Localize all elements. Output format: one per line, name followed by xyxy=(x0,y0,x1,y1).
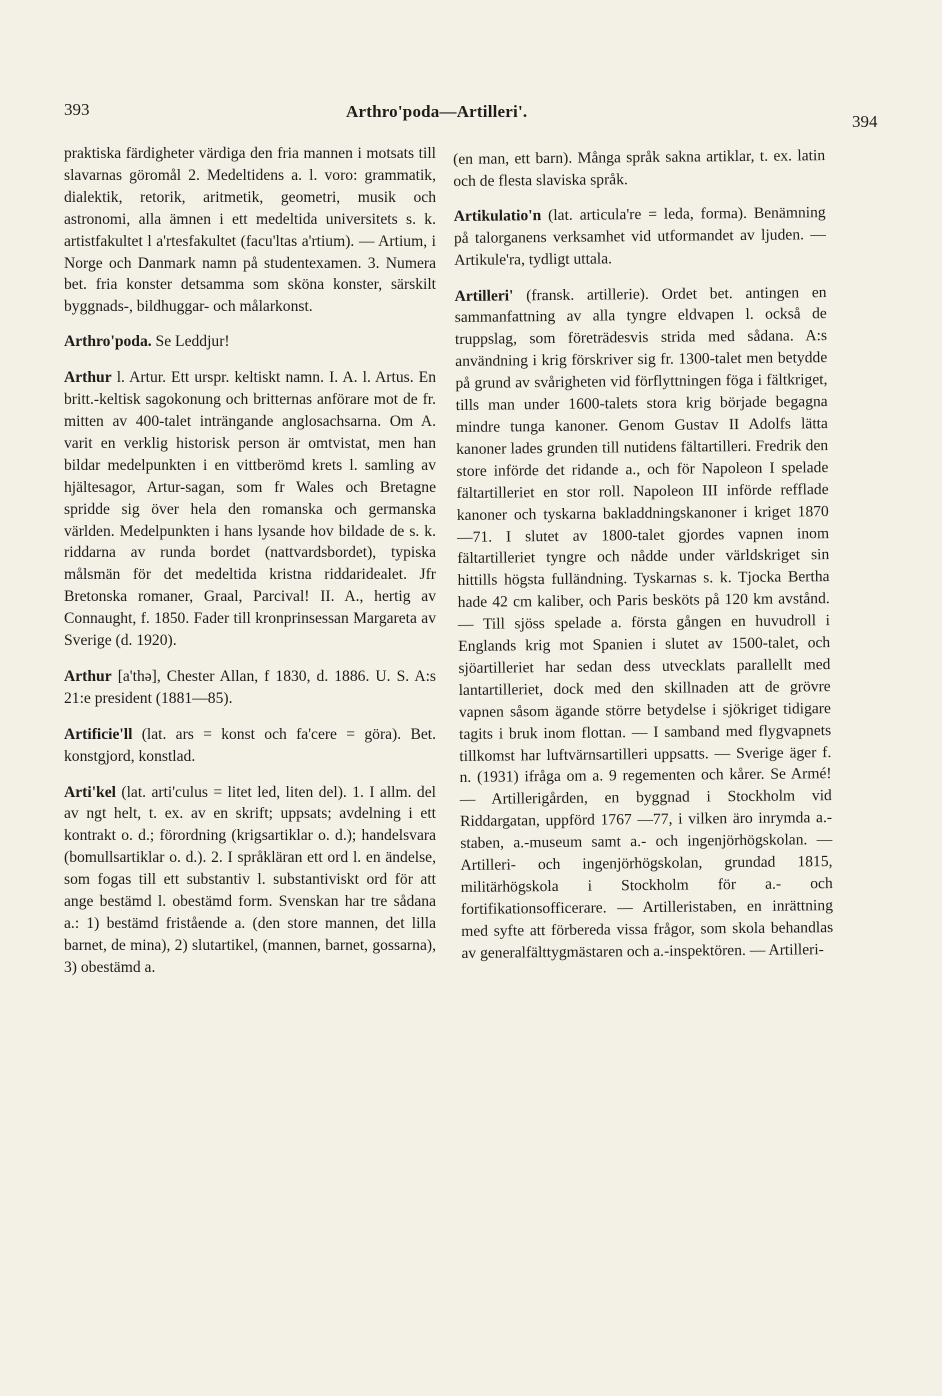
entry-arthur xyxy=(64,367,436,652)
entry-headword: Artikulatio'n xyxy=(453,206,542,225)
entry-body: (lat. arti'culus = litet led, liten del). 1. I allm. del av ngt helt, t. ex. av en skrift; uppsats; avdelning i ett kontrakt o. d.; förordning (krigsartiklar o. d.); handelsvara (bomullsartiklar o. d.). 2. I språkläran ett ord l. en ändelse, som fogas till ett substantiv l. substantiviskt ord för att ange bestämd l. obestämd form. Svenskan har tre sådana a.: 1) bestämd fristående a. (den store mannen, det lilla barnet, de mina), 2) slutartikel, (mannen, barnet, gossarna), 3) obestämd a. xyxy=(64,783,436,976)
entry-headword: Artilleri' xyxy=(454,286,514,305)
page-number-left: 393 xyxy=(64,100,90,119)
entry-body: (lat. ars = konst och fa'cere = göra). Bet. konstgjord, konstlad. xyxy=(64,725,436,765)
entry-artikulation xyxy=(454,202,827,272)
entry-artilleri xyxy=(454,282,833,965)
entry-body: Se Leddjur! xyxy=(151,333,230,351)
entry-headword: Artificie'll xyxy=(64,725,133,743)
entry-artikel xyxy=(64,782,436,979)
entry-continuation: praktiska färdigheter värdiga den fria mannen i motsats till slavarnas göromål 2. Medeltidens a. l. voro: grammatik, dialektik, retorik, aritmetik, geometri, musik och astronomi, alla ämnen i ett medeltida universitets s. k. artistfakultet l a'rtesfakultet (facu'ltas a'rtium). — Artium, i Norge och Danmark namn på studentexamen. 3. Numera bet. fria konster detsamma som sköna konster, särskilt byggnads-, bildhuggar- och målarkonst. xyxy=(64,145,436,316)
page-number-right: 394 xyxy=(852,112,878,131)
entry-arthur-president xyxy=(64,666,436,710)
entry-artificiell xyxy=(64,724,436,768)
entry-headword: Arthro'poda. xyxy=(64,333,152,351)
entry-body: l. Artur. Ett urspr. keltiskt namn. I. A. l. Artus. En britt.-keltisk sagokonung och britternas anförare mot de fr. mitten av 400-talet inträngande anglosachsarna. Om A. varit en verklig historisk person är omtvistat, men han bildar medelpunkten i en vittberömd krets l. samling av hjältesagor, Artur-sagan, som fr Wales och Bretagne spridde sig över hela den romanska och germanska världen. Medelpunkten i hans lysande hov bildade de s. k. riddarna av runda bordet (nattvardsbordet), typiska målsmän för det medeltida kristna riddaridealet. Jfr Bretonska romaner, Graal, Parcival! II. A., hertig av Connaught, f. 1850. Fader till kronprinsessan Margareta av Sverige (d. 1920). xyxy=(64,369,436,650)
entry-headword: Arti'kel xyxy=(64,783,116,801)
right-column xyxy=(453,145,834,978)
entry-headword: Arthur xyxy=(64,667,112,685)
left-column xyxy=(64,143,436,993)
entry-continuation: (en man, ett barn). Många språk sakna artiklar, t. ex. latin och de flesta slaviska språk. xyxy=(453,147,826,190)
entry-body: (fransk. artillerie). Ordet bet. antingen en sammanfattning av alla tyngre eldvapen l. också de truppslag, som företrädesvis strida med sådana. A:s användning i krig förskriver sig fr. 1300-talet men betydde på grund av svårigheten vid förflyttningen föga i fältkriget, tills man under 1600-talets stora krig började begagna mindre tunga kanoner. Genom Gustav II Adolfs lätta kanoner lades grunden till nutidens fältartilleri. Fredrik den store införde det ridande a., och för Napoleon I spelade fältartilleriet en stor roll. Napoleon III införde refflade kanoner och tyskarna bakladdningskanoner i kriget 1870 —71. I slutet av 1800-talet gjordes vapnen inom fältartilleriet tyngre och nådde under världskriget sin hittills högsta fulländning. Tyskarnas s. k. Tjocka Bertha hade 42 cm kaliber, och Paris besköts på 120 km avstånd. — Till sjöss spelade a. första gången en huvudroll i Englands krig mot Spanien i slutet av 1500-talet, och sjöartilleriet har sedan dess utvecklats parallellt med lantartilleriet, dock med den skillnaden att de grövre vapnen såsom ägande större betydelse i sjökriget tidigare tagits i bruk inom flottan. — I samband med flygvapnets tillkomst har luftvärnsartilleri uppsatts. — Sverige äger f. n. (1931) ifråga om a. 9 regementen och kårer. Se Armé! — Artillerigården, en byggnad i Stockholm vid Riddargatan, uppförd 1767 —77, i vilken äro inrymda a.-staben, a.-museum samt a.- och ingenjörhögskolan. — Artilleri- och ingenjörhögskolan, grundad 1815, militärhögskola i Stockholm för a.- och fortifikationsofficerare. — Artilleristaben, en inrättning med syfte att förbereda vissa frågor, som skola behandlas av generalfälttygmästaren och a.-inspektören. — Artilleri- xyxy=(454,283,834,962)
entry-body: (lat. articula're = leda, forma). Benämning på talorganens verksamhet vid utformandet av ljuden. — Artikule'ra, tydligt uttala. xyxy=(453,203,827,269)
entry-arthropoda xyxy=(64,331,436,353)
entry-headword: Arthur xyxy=(64,369,112,387)
entry-body: [a'thə], Chester Allan, f 1830, d. 1886. U. S. A:s 21:e president (1881—85). xyxy=(64,667,436,707)
running-head: Arthro'poda—Artilleri'. xyxy=(346,102,528,121)
